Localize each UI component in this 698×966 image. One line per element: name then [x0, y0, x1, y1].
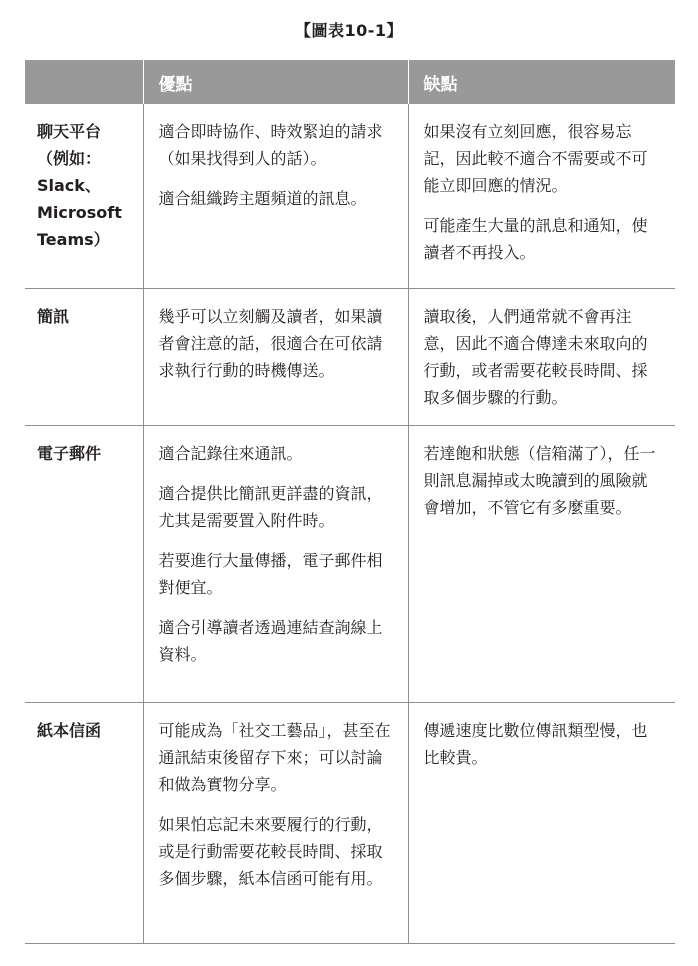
- table-row: [25, 426, 675, 703]
- header-pros: 優點: [143, 60, 408, 104]
- pros-cell: [143, 289, 408, 426]
- channel-name: 聊天平台（例如：Slack、Microsoft Teams）: [25, 104, 143, 289]
- pros-text: 適合即時協作、時效緊迫的請求（如果找得到人的話）。: [158, 122, 383, 168]
- cons-text: 可能產生大量的訊息和通知，使讀者不再投入。: [423, 216, 648, 262]
- cons-cell: [408, 104, 675, 289]
- cons-text: 若達飽和狀態（信箱滿了），任一則訊息漏掉或太晚讀到的風險就會增加，不管它有多麼重要。: [423, 444, 656, 517]
- cons-text: 傳遞速度比數位傳訊類型慢，也比較貴。: [423, 721, 648, 767]
- comparison-table: [25, 60, 675, 944]
- channel-name: 簡訊: [25, 289, 143, 426]
- cons-cell: [408, 426, 675, 703]
- pros-text: 如果怕忘記未來要履行的行動，或是行動需要花較長時間、採取多個步驟，紙本信函可能有用。: [158, 815, 383, 888]
- channel-name: 紙本信函: [25, 703, 143, 944]
- pros-text: 幾乎可以立刻觸及讀者，如果讀者會注意的話，很適合在可依請求執行行動的時機傳送。: [158, 307, 383, 380]
- table-row: [25, 703, 675, 944]
- pros-text: 可能成為「社交工藝品」，甚至在通訊結束後留存下來；可以討論和做為實物分享。: [158, 721, 391, 794]
- table-row: [25, 289, 675, 426]
- cons-cell: [408, 703, 675, 944]
- pros-text: 適合引導讀者透過連結查詢線上資料。: [158, 618, 383, 664]
- table-header: [25, 60, 675, 104]
- header-cons: 缺點: [408, 60, 675, 104]
- pros-text: 適合組織跨主題頻道的訊息。: [158, 189, 367, 208]
- pros-cell: [143, 104, 408, 289]
- pros-text: 適合提供比簡訊更詳盡的資訊，尤其是需要置入附件時。: [158, 484, 383, 530]
- table-body: [25, 104, 675, 944]
- table-row: [25, 104, 675, 289]
- pros-cell: [143, 426, 408, 703]
- cons-text: 讀取後，人們通常就不會再注意，因此不適合傳達未來取向的行動，或者需要花較長時間、採取多個步驟的行動。: [423, 307, 648, 407]
- channel-name: 電子郵件: [25, 426, 143, 703]
- pros-text: 若要進行大量傳播，電子郵件相對便宜。: [158, 551, 383, 597]
- header-row: [25, 60, 675, 104]
- pros-cell: [143, 703, 408, 944]
- pros-text: 適合記錄往來通訊。: [158, 444, 303, 463]
- header-channel: [25, 60, 143, 104]
- figure-caption: 【圖表10-1】: [294, 21, 404, 40]
- cons-cell: [408, 289, 675, 426]
- cons-text: 如果沒有立刻回應，很容易忘記，因此較不適合不需要或不可能立即回應的情況。: [423, 122, 648, 195]
